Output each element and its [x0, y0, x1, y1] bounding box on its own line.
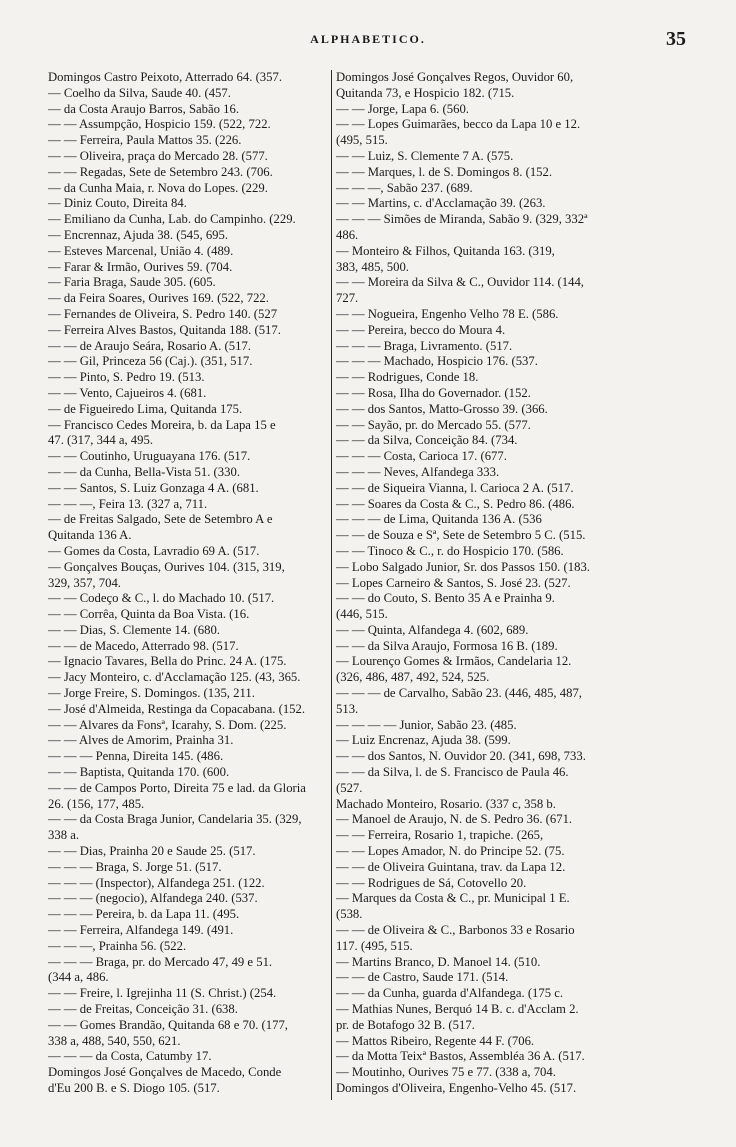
directory-entry-line: — — — Braga, S. Jorge 51. (517.: [48, 859, 222, 874]
directory-entry-line: — — Oliveira, praça do Mercado 28. (577.: [48, 148, 268, 163]
directory-entry-line: 47. (317, 344 a, 495.: [48, 433, 154, 448]
directory-entry-line: — Jacy Monteiro, c. d'Acclamação 125. (43, 365.: [48, 670, 301, 685]
directory-entry-line: — — da Cunha, Bella-Vista 51. (330.: [48, 464, 240, 479]
directory-entry-line: — — Marques, l. de S. Domingos 8. (152.: [336, 164, 553, 179]
directory-entry-line: — — de Macedo, Atterrado 98. (517.: [48, 638, 239, 653]
directory-entry-line: — Farar & Irmão, Ourives 59. (704.: [48, 259, 233, 274]
directory-entry-line: — — Lopes Guimarães, becco da Lapa 10 e 12.: [336, 117, 581, 132]
directory-entry-line: — — do Couto, S. Bento 35 A e Prainha 9.: [336, 591, 555, 606]
directory-entry-line: — Monteiro & Filhos, Quitanda 163. (319,: [336, 243, 555, 258]
column-divider: [331, 70, 332, 1100]
directory-entry-line: — Ferreira Alves Bastos, Quitanda 188. (517.: [48, 322, 281, 337]
directory-entry-line: — — Sayão, pr. do Mercado 55. (577.: [336, 417, 531, 432]
directory-entry-line: — Luiz Encrenaz, Ajuda 38. (599.: [336, 733, 511, 748]
directory-entry-line: — Mattos Ribeiro, Regente 44 F. (706.: [336, 1033, 535, 1048]
directory-entry-line: — — Ferreira, Alfandega 149. (491.: [48, 923, 234, 938]
directory-entry-line: — — Santos, S. Luiz Gonzaga 4 A. (681.: [48, 480, 259, 495]
directory-entry-line: — — da Cunha, guarda d'Alfandega. (175 c.: [336, 986, 564, 1001]
directory-entry-line: — Lourenço Gomes & Irmãos, Candelaria 12.: [336, 654, 572, 669]
directory-entry-line: — Diniz Couto, Direita 84.: [48, 196, 187, 211]
directory-entry-line: — Ignacio Tavares, Bella do Princ. 24 A. (175.: [48, 654, 287, 669]
directory-entry-line: — Gonçalves Bouças, Ourives 104. (315, 319,: [48, 559, 285, 574]
directory-entry-line: — — de Oliveira Guintana, trav. da Lapa 12.: [336, 859, 566, 874]
directory-entry-line: — — Quinta, Alfandega 4. (602, 689.: [336, 622, 529, 637]
directory-entry-line: — — Rosa, Ilha do Governador. (152.: [336, 385, 531, 400]
directory-entry-line: — Jorge Freire, S. Domingos. (135, 211.: [48, 686, 255, 701]
directory-entry-line: — — — Braga, pr. do Mercado 47, 49 e 51.: [48, 954, 273, 969]
directory-entry-line: — — — de Lima, Quitanda 136 A. (536: [336, 512, 542, 527]
directory-entry-line: — Moutinho, Ourives 75 e 77. (338 a, 704.: [336, 1065, 556, 1080]
page-number: 35: [666, 28, 686, 50]
directory-entry-line: — — — Costa, Carioca 17. (677.: [336, 449, 507, 464]
directory-entry-line: 338 a.: [48, 828, 80, 843]
directory-entry-line: Quitanda 136 A.: [48, 528, 132, 543]
directory-entry-line: — — Pereira, becco do Moura 4.: [336, 322, 506, 337]
directory-entry-line: — — Rodrigues, Conde 18.: [336, 370, 479, 385]
directory-entry-line: — — Luiz, S. Clemente 7 A. (575.: [336, 148, 514, 163]
directory-entry-line: — — Dias, Prainha 20 e Saude 25. (517.: [48, 844, 256, 859]
directory-entry-line: — Fernandes de Oliveira, S. Pedro 140. (527: [48, 306, 278, 321]
directory-entry-line: — — de Campos Porto, Direita 75 e lad. da Gloria: [48, 780, 306, 795]
directory-entry-line: — — — Simões de Miranda, Sabão 9. (329, 332ª: [336, 212, 588, 227]
directory-entry-line: (344 a, 486.: [48, 970, 109, 985]
directory-entry-line: — — — Machado, Hospicio 176. (537.: [336, 354, 538, 369]
directory-entry-line: — — Alves de Amorim, Prainha 31.: [48, 733, 234, 748]
directory-entry-line: Domingos Castro Peixoto, Atterrado 64. (357.: [48, 70, 282, 84]
directory-entry-line: 727.: [336, 291, 359, 306]
directory-entry-line: — Francisco Cedes Moreira, b. da Lapa 15 e: [48, 417, 276, 432]
directory-entry-line: — — — Braga, Livramento. (517.: [336, 338, 513, 353]
directory-entry-line: — — dos Santos, Matto-Grosso 39. (366.: [336, 401, 548, 416]
directory-entry-line: — — Baptista, Quitanda 170. (600.: [48, 765, 230, 780]
directory-entry-line: 117. (495, 515.: [336, 938, 413, 953]
directory-entry-line: — de Freitas Salgado, Sete de Setembro A e: [48, 512, 273, 527]
directory-entry-line: — — de Oliveira & C., Barbonos 33 e Rosario: [336, 923, 575, 938]
directory-entry-line: — — Moreira da Silva & C., Ouvidor 114. (144,: [336, 275, 584, 290]
directory-entry-line: — Mathias Nunes, Berquó 14 B. c. d'Acclam 2.: [336, 1002, 579, 1017]
directory-entry-line: — — — de Carvalho, Sabão 23. (446, 485, 487,: [336, 686, 582, 701]
directory-entry-line: — — de Freitas, Conceição 31. (638.: [48, 1002, 238, 1017]
directory-entry-line: — — — (negocio), Alfandega 240. (537.: [48, 891, 258, 906]
directory-entry-line: — — — Neves, Alfandega 333.: [336, 464, 500, 479]
directory-entry-line: — — Rodrigues de Sá, Cotovello 20.: [336, 875, 527, 890]
directory-entry-line: — — da Silva, Conceição 84. (734.: [336, 433, 518, 448]
directory-entry-line: pr. de Botafogo 32 B. (517.: [336, 1017, 475, 1032]
directory-entry-line: — — Regadas, Sete de Setembro 243. (706.: [48, 164, 273, 179]
directory-entry-line: — — — Pereira, b. da Lapa 11. (495.: [48, 907, 240, 922]
directory-entry-line: 383, 485, 500.: [336, 259, 409, 274]
directory-entry-line: Domingos d'Oliveira, Engenho-Velho 45. (517.: [336, 1081, 577, 1095]
directory-entry-line: — — Gil, Princeza 56 (Caj.). (351, 517.: [48, 354, 253, 369]
directory-entry-line: — — Ferreira, Rosario 1, trapiche. (265,: [336, 828, 544, 843]
directory-entry-line: — — Lopes Amador, N. do Principe 52. (75.: [336, 844, 565, 859]
directory-entry-line: — Marques da Costa & C., pr. Municipal 1 E.: [336, 891, 570, 906]
directory-entry-line: Quitanda 73, e Hospicio 182. (715.: [336, 85, 515, 100]
directory-entry-line: — Emiliano da Cunha, Lab. do Campinho. (229.: [48, 212, 296, 227]
directory-entry-line: (495, 515.: [336, 133, 388, 148]
directory-entry-line: — — da Silva Araujo, Formosa 16 B. (189.: [336, 638, 558, 653]
directory-entry-line: — — Coutinho, Uruguayana 176. (517.: [48, 449, 251, 464]
directory-entry-line: d'Eu 200 B. e S. Diogo 105. (517.: [48, 1081, 220, 1095]
directory-entry-line: Domingos José Gonçalves de Macedo, Conde: [48, 1065, 282, 1080]
directory-entry-line: — — de Souza e Sª, Sete de Setembro 5 C. (515.: [336, 528, 586, 543]
directory-entry-line: — Gomes da Costa, Lavradio 69 A. (517.: [48, 543, 260, 558]
directory-entry-line: 329, 357, 704.: [48, 575, 121, 590]
directory-entry-line: — — Jorge, Lapa 6. (560.: [336, 101, 469, 116]
directory-entry-line: (527.: [336, 780, 363, 795]
directory-entry-line: — — Freire, l. Igrejinha 11 (S. Christ.) (254.: [48, 986, 277, 1001]
directory-entry-line: — José d'Almeida, Restinga da Copacabana. (152.: [48, 701, 306, 716]
directory-entry-line: Machado Monteiro, Rosario. (337 c, 358 b.: [336, 796, 556, 811]
directory-entry-line: (538.: [336, 907, 363, 922]
directory-entry-line: — — Dias, S. Clemente 14. (680.: [48, 622, 220, 637]
directory-entry-line: — — Martins, c. d'Acclamação 39. (263.: [336, 196, 546, 211]
directory-entry-line: — — Alvares da Fonsª, Icarahy, S. Dom. (225.: [48, 717, 287, 732]
directory-entry-line: — — de Siqueira Vianna, l. Carioca 2 A. (517.: [336, 480, 574, 495]
directory-entry-line: — — — Penna, Direita 145. (486.: [48, 749, 224, 764]
directory-entry-line: — — de Araujo Seára, Rosario A. (517.: [48, 338, 251, 353]
directory-entry-line: 486.: [336, 227, 359, 242]
directory-entry-line: — Lobo Salgado Junior, Sr. dos Passos 150. (183.: [336, 559, 590, 574]
directory-entry-line: — — — (Inspector), Alfandega 251. (122.: [48, 875, 265, 890]
directory-entry-line: 513.: [336, 701, 359, 716]
directory-entry-line: — Encrennaz, Ajuda 38. (545, 695.: [48, 227, 229, 242]
directory-entry-line: — da Costa Araujo Barros, Sabão 16.: [48, 101, 239, 116]
directory-entry-line: (326, 486, 487, 492, 524, 525.: [336, 670, 490, 685]
directory-entry-line: — Coelho da Silva, Saude 40. (457.: [48, 85, 231, 100]
directory-entry-line: — — — — Junior, Sabão 23. (485.: [336, 717, 517, 732]
page-header: [0, 30, 736, 50]
directory-entry-line: — de Figueiredo Lima, Quitanda 175.: [48, 401, 243, 416]
directory-entry-line: — — de Castro, Saude 171. (514.: [336, 970, 509, 985]
directory-entry-line: — — Assumpção, Hospicio 159. (522, 722.: [48, 117, 271, 132]
directory-entry-line: — Faria Braga, Saude 305. (605.: [48, 275, 216, 290]
directory-entry-line: (446, 515.: [336, 607, 388, 622]
right-column: [336, 70, 686, 1097]
directory-entry-line: — — Ferreira, Paula Mattos 35. (226.: [48, 133, 242, 148]
running-title: ALPHABETICO.: [310, 32, 426, 46]
directory-entry-line: — — Corrêa, Quinta da Boa Vista. (16.: [48, 607, 250, 622]
directory-entry-line: — — Tinoco & C., r. do Hospicio 170. (586.: [336, 543, 564, 558]
directory-entry-line: 26. (156, 177, 485.: [48, 796, 145, 811]
directory-entry-line: — — da Costa Braga Junior, Candelaria 35. (329,: [48, 812, 302, 827]
directory-entry-line: — — —, Feira 13. (327 a, 711.: [48, 496, 208, 511]
directory-entry-line: — — Nogueira, Engenho Velho 78 E. (586.: [336, 306, 559, 321]
directory-entry-line: — — Gomes Brandão, Quitanda 68 e 70. (177,: [48, 1017, 288, 1032]
directory-entry-line: — da Feira Soares, Ourives 169. (522, 722.: [48, 291, 269, 306]
directory-entry-line: — Esteves Marcenal, União 4. (489.: [48, 243, 234, 258]
directory-entry-line: — — Codeço & C., l. do Machado 10. (517.: [48, 591, 275, 606]
left-column: [48, 70, 326, 1097]
directory-entry-line: — — —, Sabão 237. (689.: [336, 180, 473, 195]
directory-entry-line: Domingos José Gonçalves Regos, Ouvidor 60,: [336, 70, 574, 84]
directory-entry-line: — — dos Santos, N. Ouvidor 20. (341, 698, 733.: [336, 749, 586, 764]
directory-entry-line: — — Pinto, S. Pedro 19. (513.: [48, 370, 205, 385]
directory-entry-line: — — — da Costa, Catumby 17.: [48, 1049, 212, 1064]
directory-entry-line: — — Soares da Costa & C., S. Pedro 86. (486.: [336, 496, 575, 511]
directory-entry-line: 338 a, 488, 540, 550, 621.: [48, 1033, 181, 1048]
directory-entry-line: — da Cunha Maia, r. Nova do Lopes. (229.: [48, 180, 268, 195]
directory-entry-line: — Lopes Carneiro & Santos, S. José 23. (527.: [336, 575, 571, 590]
directory-entry-line: — — —, Prainha 56. (522.: [48, 938, 187, 953]
directory-entry-line: — da Motta Teixª Bastos, Assembléa 36 A. (517.: [336, 1049, 585, 1064]
directory-entry-line: — Manoel de Araujo, N. de S. Pedro 36. (671.: [336, 812, 573, 827]
directory-entry-line: — Martins Branco, D. Manoel 14. (510.: [336, 954, 541, 969]
directory-entry-line: — — Vento, Cajueiros 4. (681.: [48, 385, 207, 400]
directory-entry-line: — — da Silva, l. de S. Francisco de Paula 46.: [336, 765, 569, 780]
